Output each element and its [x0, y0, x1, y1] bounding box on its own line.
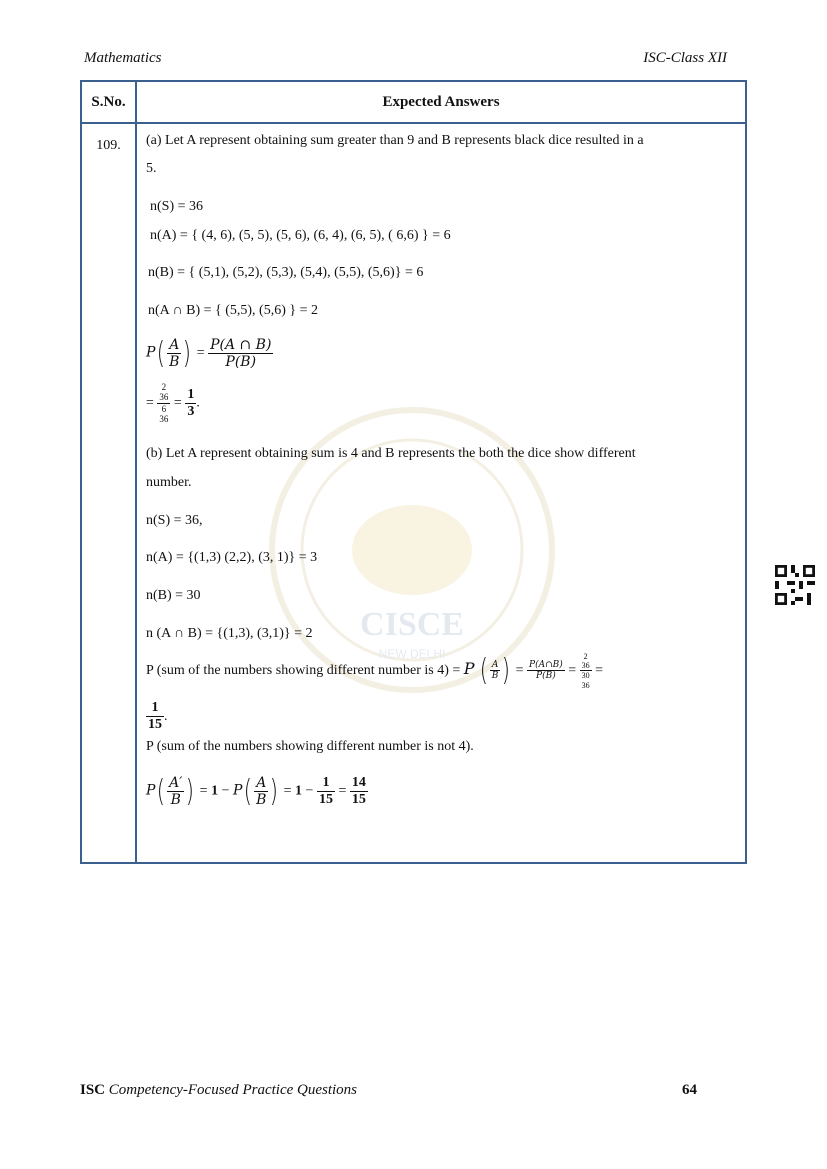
footer-subtitle: Competency-Focused Practice Questions — [105, 1082, 358, 1098]
part-b-prob-line: P (sum of the numbers showing different number is 4) = P ( $\frac{A}{B}$ ) = $\frac{P(A\cap B)}{P(B)}$ = 2 36 30 36 = — [146, 652, 604, 690]
part-b-prob-text: P (sum of the numbers showing different number is 4) = — [146, 663, 464, 679]
part-b-intro-1: (b) Let A represent obtaining sum is 4 and B represents the both the dice show different — [146, 446, 636, 461]
part-b-prob-result: $\frac{1}{15}$ . — [148, 700, 168, 733]
part-b-complement: P( $\frac{A'}{B}$ ) = 1 − P( $\frac{A}{B}$ ) = 1 − $\frac{1}{15}$ = $\frac{14}{15}$ — [146, 774, 366, 809]
part-a-formula: P( $\frac{A}{B}$ ) = $\frac{P(A \cap B)}{P(B)}$ — [146, 336, 272, 371]
part-b-nab: n (A ∩ B) = {(1,3), (3,1)} = 2 — [146, 626, 313, 641]
part-a-intro-2: 5. — [146, 161, 157, 176]
part-a-ns: n(S) = 36 — [150, 199, 204, 214]
part-b-not4-text: P (sum of the numbers showing different number is not 4). — [146, 739, 474, 754]
page-number: 64 — [682, 1082, 697, 1098]
part-a-na: n(A) = { (4, 6), (5, 5), (5, 6), (6, 4), (6, 5), ( 6,6) } = 6 — [150, 228, 451, 243]
part-a-nab: n(A ∩ B) = { (5,5), (5,6) } = 2 — [148, 303, 318, 318]
part-b-na: n(A) = {(1,3) (2,2), (3, 1)} = 3 — [146, 550, 318, 565]
svg-text:CISCE: CISCE — [360, 606, 464, 643]
svg-text:NEW DELHI: NEW DELHI — [378, 647, 446, 661]
sno-header: S.No. — [81, 81, 136, 123]
header-subject: Mathematics — [84, 50, 162, 66]
footer-title — [80, 1082, 357, 1099]
part-b-intro-2: number. — [146, 475, 192, 490]
part-b-ns: n(S) = 36, — [146, 513, 203, 528]
answers-table — [80, 80, 747, 864]
part-a-intro-1: (a) Let A represent obtaining sum greater than 9 and B represents black dice resulted in a — [146, 133, 644, 148]
part-b-nb: n(B) = 30 — [146, 588, 201, 603]
answers-header: Expected Answers — [136, 81, 746, 123]
part-a-result: = 2 36 6 36 = $\frac{1}{3}$ . — [146, 382, 200, 425]
part-a-nb: n(B) = { (5,1), (5,2), (5,3), (5,4), (5,5), (5,6)} = 6 — [148, 265, 424, 280]
question-number: 109. — [81, 123, 136, 863]
header-class: ISC-Class XII — [643, 50, 727, 66]
qr-code-icon — [775, 565, 815, 605]
footer-isc: ISC — [80, 1082, 106, 1098]
answer-body — [137, 124, 745, 862]
